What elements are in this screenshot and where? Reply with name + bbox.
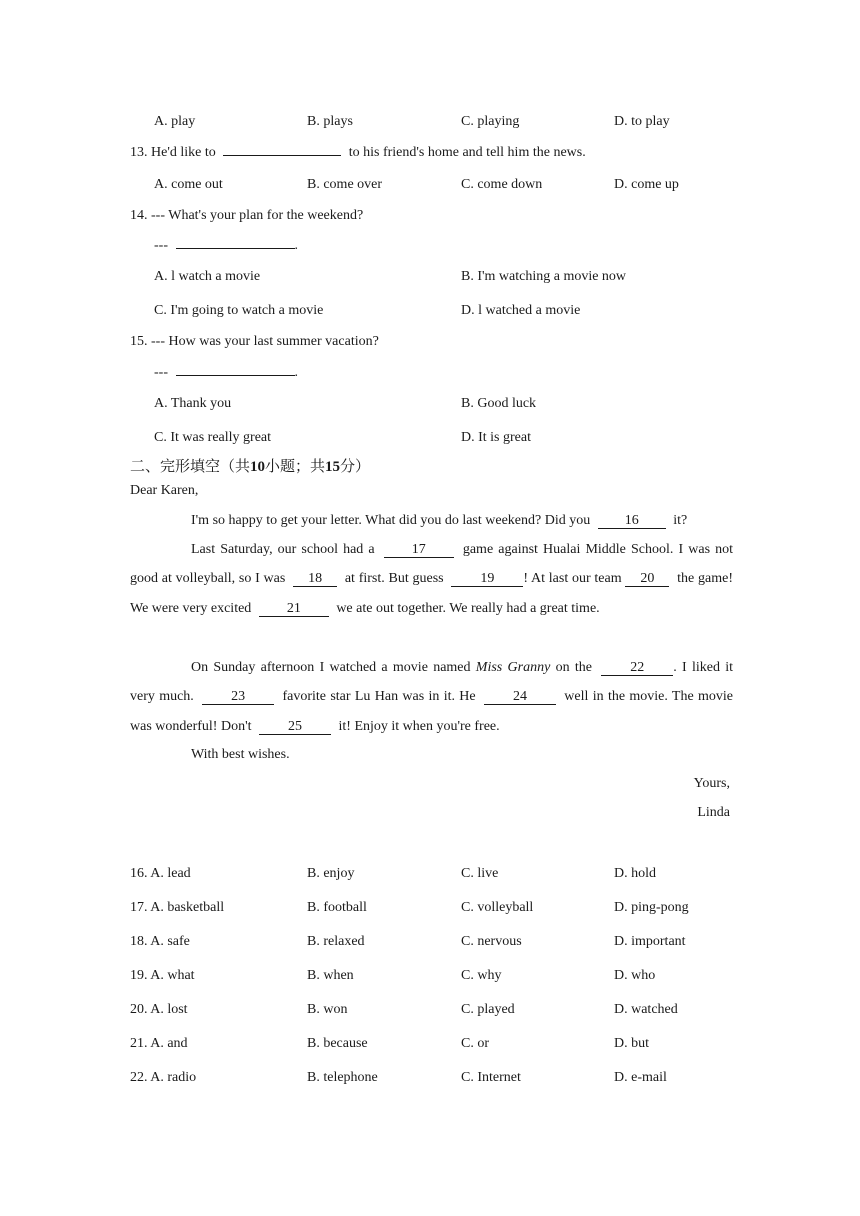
- blank-23: 23: [202, 689, 274, 705]
- cloze-22-a: 22. A. radio: [130, 1070, 197, 1085]
- cloze-22-c: C. Internet: [461, 1070, 521, 1085]
- q12-option-c: C. playing: [461, 114, 520, 129]
- p1-text-b: it?: [673, 513, 688, 528]
- blank-17: 17: [384, 542, 454, 558]
- q14-option-a: A. l watch a movie: [154, 269, 261, 284]
- cloze-21-a: 21. A. and: [130, 1036, 188, 1051]
- p3-text-e: well in the movie. The movie was wonderful! Don't: [130, 689, 734, 734]
- blank-16: 16: [598, 513, 666, 529]
- q15-question: 15. --- How was your last summer vacation?: [130, 334, 379, 349]
- cloze-20-c: C. played: [461, 1002, 515, 1017]
- blank-25: 25: [259, 719, 331, 735]
- letter-greeting: Dear Karen,: [130, 483, 199, 498]
- cloze-16-a: 16. A. lead: [130, 866, 191, 881]
- cloze-16-d: D. hold: [614, 866, 656, 881]
- p2-text-a: Last Saturday, our school had a: [191, 542, 375, 557]
- p1-text-a: I'm so happy to get your letter. What did you do last weekend? Did you: [191, 513, 591, 528]
- cloze-17-a: 17. A. basketball: [130, 900, 225, 915]
- cloze-20-a: 20. A. lost: [130, 1002, 188, 1017]
- section-heading-mid: 小题；共: [265, 457, 326, 475]
- q13-question: [130, 144, 586, 162]
- blank-20: 20: [625, 571, 669, 587]
- blank-22: 22: [601, 660, 673, 676]
- q14-period: .: [294, 238, 298, 253]
- q15-option-a: A. Thank you: [154, 396, 232, 411]
- cloze-18-b: B. relaxed: [307, 934, 365, 949]
- cloze-17-d: D. ping-pong: [614, 900, 689, 915]
- q13-option-c: C. come down: [461, 177, 543, 192]
- p2-text-f: we ate out together. We really had a great time.: [336, 600, 600, 616]
- blank-18: 18: [293, 571, 337, 587]
- cloze-19-a: 19. A. what: [130, 968, 195, 983]
- cloze-20-b: B. won: [307, 1002, 348, 1017]
- cloze-17-b: B. football: [307, 900, 367, 915]
- p3-text-a: On Sunday afternoon I watched a movie named: [191, 660, 471, 675]
- cloze-20-d: D. watched: [614, 1002, 678, 1017]
- letter-paragraph-1: [130, 506, 733, 535]
- q15-option-b: B. Good luck: [461, 396, 537, 411]
- q15-period: .: [294, 365, 298, 380]
- cloze-17-c: C. volleyball: [461, 900, 534, 915]
- p3-text-f: it! Enjoy it when you're free.: [338, 718, 500, 734]
- q12-option-d: D. to play: [614, 114, 670, 129]
- section-heading-points: 15: [325, 459, 341, 475]
- cloze-21-d: D. but: [614, 1036, 649, 1051]
- blank-21: 21: [259, 601, 329, 617]
- p2-text-c: at first. But guess: [344, 571, 444, 587]
- cloze-18-c: C. nervous: [461, 934, 522, 949]
- q12-option-b: B. plays: [307, 114, 353, 129]
- section-heading-suffix: 分）: [340, 457, 371, 475]
- cloze-22-d: D. e-mail: [614, 1070, 667, 1085]
- q14-option-d: D. l watched a movie: [461, 303, 581, 318]
- section-heading-prefix: 二、完形填空（共: [130, 457, 251, 475]
- q12-option-a: A. play: [154, 114, 196, 129]
- cloze-18-d: D. important: [614, 934, 686, 949]
- cloze-18-a: 18. A. safe: [130, 934, 190, 949]
- p3-text-b: on the: [555, 660, 592, 675]
- letter-yours: Yours,: [693, 776, 730, 791]
- q13-option-d: D. come up: [614, 177, 679, 192]
- q14-option-c: C. I'm going to watch a movie: [154, 303, 324, 318]
- letter-paragraph-3: [130, 653, 733, 741]
- p2-text-e: the game! We were very excited: [130, 571, 734, 616]
- cloze-16-b: B. enjoy: [307, 866, 355, 881]
- cloze-19-c: C. why: [461, 968, 502, 983]
- q13-prefix: 13. He'd like to: [130, 145, 216, 160]
- blank-24: 24: [484, 689, 556, 705]
- q15-answer-line: [154, 364, 298, 382]
- letter-closing: With best wishes.: [191, 747, 290, 762]
- q14-blank: [176, 248, 295, 249]
- cloze-19-d: D. who: [614, 968, 656, 983]
- blank-19: 19: [451, 571, 523, 587]
- p3-text-c: . I liked it very much.: [130, 660, 734, 705]
- q13-option-a: A. come out: [154, 177, 223, 192]
- q14-answer-line: [154, 237, 298, 255]
- letter-signature: Linda: [697, 805, 730, 820]
- q15-option-d: D. It is great: [461, 430, 531, 445]
- q14-option-b: B. I'm watching a movie now: [461, 269, 627, 284]
- q14-question: 14. --- What's your plan for the weekend?: [130, 208, 364, 223]
- movie-title: Miss Granny: [475, 660, 551, 675]
- p3-text-d: favorite star Lu Han was in it. He: [282, 689, 476, 705]
- cloze-22-b: B. telephone: [307, 1070, 378, 1085]
- section-heading: [130, 456, 370, 477]
- q13-option-b: B. come over: [307, 177, 383, 192]
- q15-dash: ---: [154, 365, 168, 380]
- q15-blank: [176, 375, 295, 376]
- cloze-21-b: B. because: [307, 1036, 368, 1051]
- p2-text-d: ! At last our team: [523, 571, 622, 587]
- p2-text-b: game against Hualai Middle School. I was not good at volleyball, so I was: [130, 542, 734, 587]
- q13-suffix: to his friend's home and tell him the news.: [348, 145, 586, 160]
- cloze-19-b: B. when: [307, 968, 354, 983]
- q13-blank: [223, 155, 341, 156]
- q15-option-c: C. It was really great: [154, 430, 272, 445]
- q14-dash: ---: [154, 238, 168, 253]
- cloze-16-c: C. live: [461, 866, 499, 881]
- letter-paragraph-2: [130, 535, 733, 623]
- section-heading-count: 10: [250, 459, 266, 475]
- cloze-21-c: C. or: [461, 1036, 489, 1051]
